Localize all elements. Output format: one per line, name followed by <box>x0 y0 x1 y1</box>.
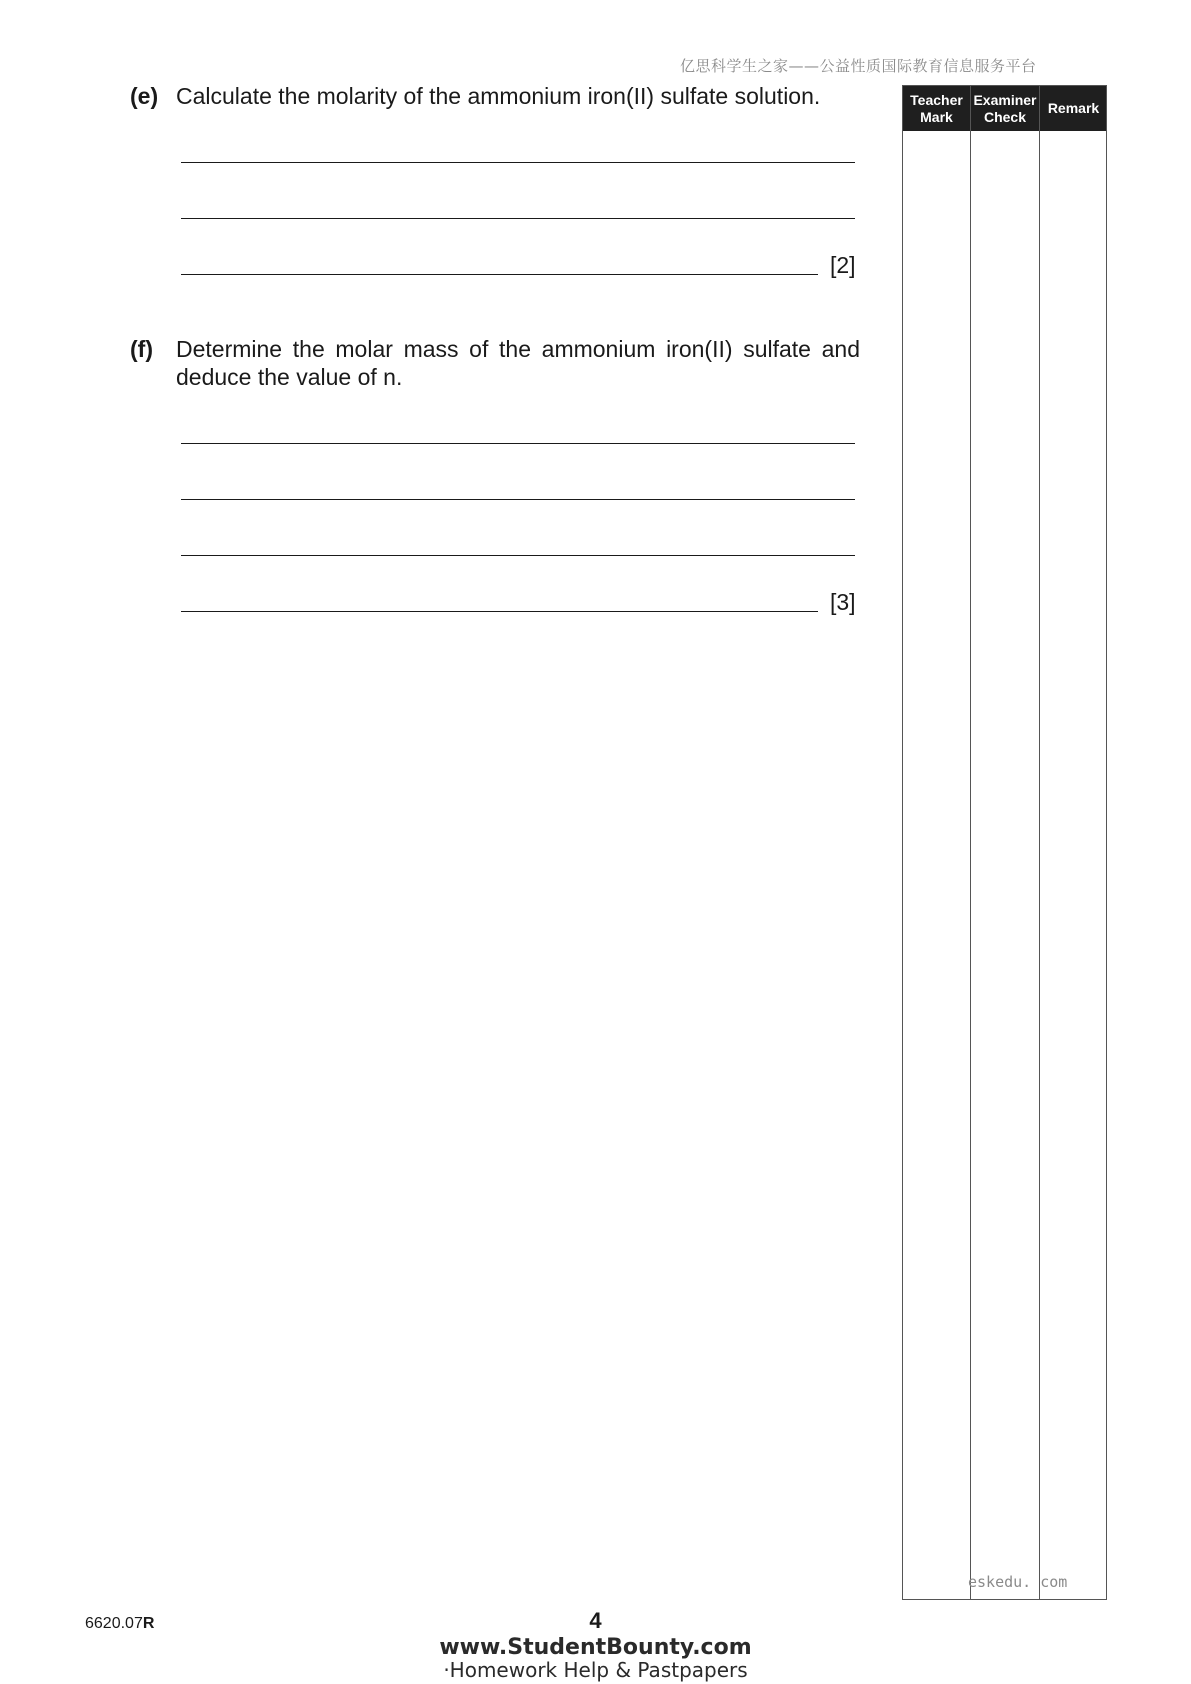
marks-allocation: [3] <box>830 589 856 615</box>
footer-site-link[interactable]: www.StudentBounty.com <box>439 1635 752 1660</box>
paper-code-suffix: R <box>142 1615 155 1632</box>
question-f <box>130 335 860 391</box>
column-divider <box>1039 86 1040 1599</box>
question-label: (f) <box>130 336 153 362</box>
paper-code-number: 6620.07 <box>85 1615 143 1632</box>
answer-line[interactable] <box>181 274 818 275</box>
question-text: Determine the molar mass of the ammonium iron(II) sulfate and deduce the value of n. <box>176 336 860 390</box>
question-text: Calculate the molarity of the ammonium iron(II) sulfate solution. <box>176 83 821 109</box>
marks-allocation: [2] <box>830 252 856 278</box>
page-number: 4 <box>589 1608 602 1633</box>
column-divider <box>970 86 971 1599</box>
marking-table <box>902 85 1107 1600</box>
question-label: (e) <box>130 83 159 109</box>
teacher-mark-header: Teacher Mark <box>910 91 963 125</box>
remark-header: Remark <box>1047 100 1100 116</box>
answer-line[interactable] <box>181 611 818 612</box>
marking-table-header <box>903 86 1106 131</box>
footer-tagline: ·Homework Help & Pastpapers <box>443 1658 748 1682</box>
examiner-check-header: Examiner Check <box>973 91 1037 125</box>
table-watermark: eskedu. com <box>968 1573 1068 1591</box>
answer-line[interactable] <box>181 443 855 444</box>
header-watermark: 亿思科学生之家——公益性质国际教育信息服务平台 <box>680 57 1037 75</box>
answer-line[interactable] <box>181 162 855 163</box>
answer-line[interactable] <box>181 555 855 556</box>
answer-line[interactable] <box>181 499 855 500</box>
answer-line[interactable] <box>181 218 855 219</box>
question-e <box>130 82 860 110</box>
